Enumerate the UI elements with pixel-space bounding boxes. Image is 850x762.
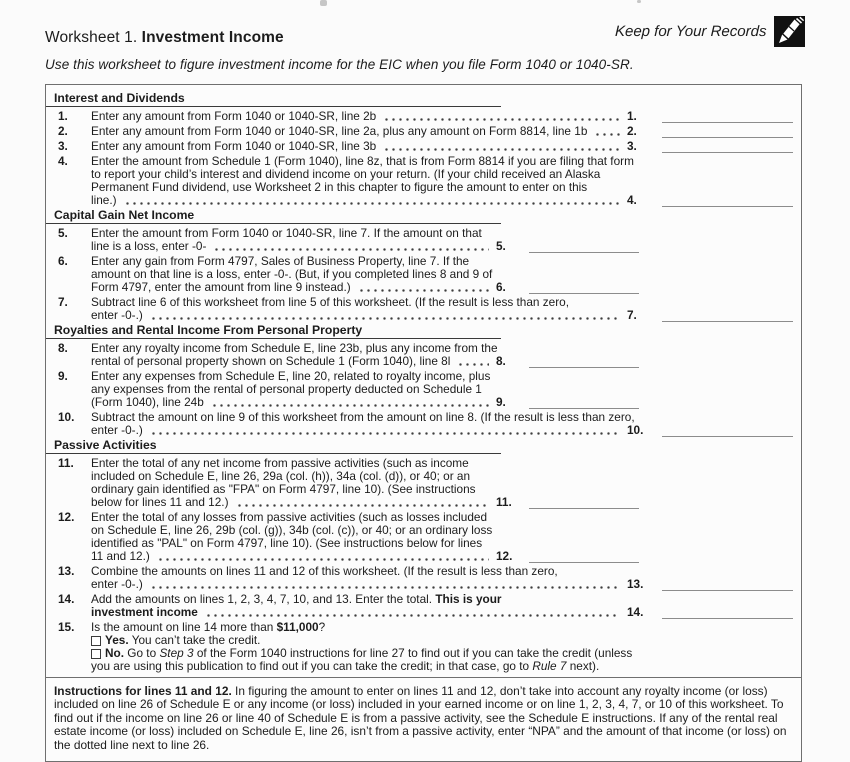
text-line — [54, 355, 793, 368]
line-number: 7. — [58, 295, 68, 309]
line-text: Enter any amount from Form 1040 or 1040-SR, line 2a, plus any amount on Form 8814, line 1b — [91, 124, 588, 138]
worksheet-item-15 — [54, 621, 793, 673]
line-text: amount on that line is a loss, enter -0-. (But, if you completed lines 8 and 9 of — [91, 267, 493, 281]
worksheet-item-3 — [54, 140, 793, 153]
line-number: 9. — [58, 369, 68, 383]
line-2-entry[interactable] — [662, 126, 793, 138]
dot-leader — [358, 289, 489, 292]
line-9-entry[interactable] — [529, 397, 639, 409]
text-line — [54, 140, 793, 153]
line-text: rental of personal property shown on Schedule 1 (Form 1040), line 8l — [91, 354, 451, 368]
line-text: investment income — [91, 605, 198, 619]
worksheet-item-14 — [54, 593, 793, 619]
dot-leader — [211, 404, 489, 407]
line-15-no-checkbox[interactable] — [91, 649, 101, 659]
line-text: Enter any gain from Form 4797, Sales of Business Property, line 7. If the — [91, 254, 470, 268]
text-line — [54, 411, 793, 424]
entry-number: 14. — [627, 605, 644, 619]
line-text: Enter any amount from Form 1040 or 1040-SR, line 2b — [91, 109, 377, 123]
entry-number: 5. — [496, 239, 506, 253]
dot-leader — [150, 432, 620, 435]
text-line — [54, 496, 793, 509]
dot-leader — [124, 202, 620, 205]
line-13-entry[interactable] — [662, 579, 793, 591]
line-number: 4. — [58, 154, 68, 168]
worksheet-item-12 — [54, 511, 793, 563]
section-rule — [46, 106, 501, 107]
line-7-entry[interactable] — [662, 310, 793, 322]
worksheet-item-1 — [54, 110, 793, 123]
dot-leader — [205, 614, 620, 617]
entry-number: 6. — [496, 280, 506, 294]
line-6-entry[interactable] — [529, 282, 639, 294]
instructions-paragraph: Instructions for lines 11 and 12. In figuring the amount to enter on lines 11 and 12, don’t take into account any royalty income (or loss) included on line 26 of Schedule E or any income (or loss) included in your earned income or on line 1, 2, 3, 4, 7, or 10 of this worksheet. To find out if the income on line 26 or line 40 of Schedule E is from a passive activity, see the Schedule E instructions. If any of the rental real estate income (or loss) included on Schedule E, line 26, isn’t from a passive activity, enter “NPA” and the amount of that income (or loss) on the dotted line next to line 26. — [46, 677, 801, 761]
line-5-entry[interactable] — [529, 241, 639, 253]
section-header — [54, 92, 793, 107]
line-text: line.) — [91, 193, 117, 207]
text-line — [54, 110, 793, 123]
entry-number: 7. — [627, 308, 637, 322]
line-text: any expenses from the rental of personal property deducted on Schedule 1 — [91, 382, 482, 396]
worksheet-item-6 — [54, 255, 793, 294]
worksheet-item-13 — [54, 565, 793, 591]
entry-number: 4. — [627, 193, 637, 207]
line-3-entry[interactable] — [662, 141, 793, 153]
section-title: Interest and Dividends — [54, 91, 185, 105]
section-title: Capital Gain Net Income — [54, 208, 195, 222]
page-title — [45, 29, 284, 47]
worksheet-item-10 — [54, 411, 793, 437]
line-text: Enter any expenses from Schedule E, line 20, related to royalty income, plus — [91, 369, 491, 383]
line-text: Is the amount on line 14 more than $11,000? — [91, 620, 326, 634]
line-number: 12. — [58, 510, 75, 524]
section-header — [54, 209, 793, 224]
line-text: Enter the amount from Schedule 1 (Form 1040), line 8z, that is from Form 8814 if you are filing that form — [91, 154, 634, 168]
line-text: (Form 1040), line 24b — [91, 395, 204, 409]
pencil-icon — [774, 16, 805, 47]
line-text: Add the amounts on lines 1, 2, 3, 4, 7, 10, and 13. Enter the total. This is your — [91, 592, 502, 606]
text-line — [54, 240, 793, 253]
line-text: you are using this publication to find out if you can take the credit; in that case, go to Rule 7 next). — [91, 659, 600, 673]
worksheet-intro: Use this worksheet to figure investment income for the EIC when you file Form 1040 or 1040-SR. — [45, 57, 634, 72]
line-number: 13. — [58, 564, 75, 578]
line-number: 2. — [58, 124, 68, 138]
dot-leader — [157, 558, 489, 561]
worksheet-number-label: Worksheet 1. — [45, 29, 138, 46]
line-number: 14. — [58, 592, 75, 606]
worksheet-title: Investment Income — [141, 29, 284, 46]
line-text: Enter the amount from Form 1040 or 1040-SR, line 7. If the amount on that — [91, 226, 482, 240]
entry-number: 2. — [627, 124, 637, 138]
line-text: Combine the amounts on lines 11 and 12 of this worksheet. (If the result is less than zero, — [91, 564, 558, 578]
line-number: 3. — [58, 139, 68, 153]
line-11-entry[interactable] — [529, 497, 639, 509]
line-text: on Schedule E, line 26, 29b (col. (g)), 34b (col. (c)), or 40; or an ordinary loss — [91, 523, 493, 537]
line-text: Enter any amount from Form 1040 or 1040-SR, line 3b — [91, 139, 377, 153]
text-line — [54, 537, 793, 550]
cropped-text-remnant — [0, 0, 850, 8]
line-text: Enter any royalty income from Schedule E, line 23b, plus any income from the — [91, 341, 498, 355]
worksheet-item-11 — [54, 457, 793, 509]
entry-number: 11. — [496, 495, 512, 509]
entry-number: 8. — [496, 354, 506, 368]
line-text: Subtract the amount on line 9 of this worksheet from the amount on line 8. (If the result is less than zero, — [91, 410, 635, 424]
line-text: below for lines 11 and 12.) — [91, 495, 229, 509]
line-text: Subtract line 6 of this worksheet from line 5 of this worksheet. (If the result is less than zero, — [91, 295, 569, 309]
text-line — [54, 565, 793, 578]
line-1-entry[interactable] — [662, 111, 793, 123]
line-text: ordinary gain identified as "FPA" on Form 4797, line 10). (See instructions — [91, 482, 476, 496]
section-header — [54, 324, 793, 339]
entry-number: 10. — [627, 423, 644, 437]
line-15-yes-checkbox[interactable] — [91, 636, 101, 646]
line-text: line is a loss, enter -0- — [91, 239, 207, 253]
line-text: Permanent Fund dividend, use Worksheet 2 in this chapter to figure the amount to enter on this — [91, 180, 588, 194]
line-text: Enter the total of any net income from passive activities (such as income — [91, 456, 469, 470]
line-text: enter -0-.) — [91, 577, 143, 591]
dot-leader — [213, 248, 489, 251]
line-text: 11 and 12.) — [91, 549, 150, 563]
line-4-entry[interactable] — [662, 195, 793, 207]
text-line — [54, 296, 793, 309]
worksheet-item-7 — [54, 296, 793, 322]
section-rule — [46, 338, 501, 339]
worksheet-item-8 — [54, 342, 793, 368]
keep-for-records-label: Keep for Your Records — [614, 23, 767, 40]
section-title: Royalties and Rental Income From Personal Property — [54, 323, 363, 337]
worksheet-rows — [46, 85, 801, 677]
entry-number: 9. — [496, 395, 506, 409]
entry-number: 3. — [627, 139, 637, 153]
line-text: identified as "PAL" on Form 4797, line 10). (See instructions below for lines — [91, 536, 483, 550]
entry-number: 12. — [496, 549, 513, 563]
line-number: 6. — [58, 254, 68, 268]
text-line — [54, 578, 793, 591]
dot-leader — [150, 317, 620, 320]
section-title: Passive Activities — [54, 438, 157, 452]
line-text: to report your child’s interest and dividend income on your return. (If your child received an Alaska — [91, 167, 601, 181]
line-number: 15. — [58, 620, 75, 634]
line-8-entry[interactable] — [529, 356, 639, 368]
text-line — [54, 424, 793, 437]
line-10-entry[interactable] — [662, 425, 793, 437]
line-text: enter -0-.) — [91, 308, 143, 322]
line-12-entry[interactable] — [529, 551, 639, 563]
line-number: 1. — [58, 109, 68, 123]
line-text: Yes. You can’t take the credit. — [105, 633, 261, 647]
worksheet-item-4 — [54, 155, 793, 207]
line-text: included on Schedule E, line 26, 29a (col. (h)), 34a (col. (d)), or 40; or an — [91, 469, 471, 483]
dot-leader — [236, 504, 490, 507]
worksheet-header — [45, 16, 805, 47]
line-number: 5. — [58, 226, 68, 240]
worksheet-box — [45, 84, 802, 762]
line-14-entry[interactable] — [662, 607, 793, 619]
line-text: enter -0-.) — [91, 423, 143, 437]
entry-number: 1. — [627, 109, 637, 123]
line-text: No. Go to Step 3 of the Form 1040 instructions for line 27 to find out if you can take the credit (unless — [105, 646, 633, 660]
text-line — [54, 396, 793, 409]
worksheet-item-5 — [54, 227, 793, 253]
text-line — [54, 125, 793, 138]
text-line — [54, 281, 793, 294]
text-line — [54, 606, 793, 619]
entry-number: 13. — [627, 577, 644, 591]
worksheet-item-9 — [54, 370, 793, 409]
line-number: 11. — [58, 456, 74, 470]
text-line — [54, 309, 793, 322]
dot-leader — [150, 586, 620, 589]
text-line — [54, 550, 793, 563]
section-rule — [46, 223, 501, 224]
line-number: 10. — [58, 410, 75, 424]
line-text: Form 4797, enter the amount from line 9 instead.) — [91, 280, 351, 294]
line-text: Enter the total of any losses from passive activities (such as losses included — [91, 510, 488, 524]
dot-leader — [594, 133, 620, 136]
dot-leader — [383, 148, 620, 151]
text-line — [54, 181, 793, 194]
dot-leader — [383, 118, 620, 121]
dot-leader — [457, 363, 489, 366]
text-line — [54, 194, 793, 207]
text-line — [54, 660, 793, 673]
section-header — [54, 439, 793, 454]
worksheet-item-2 — [54, 125, 793, 138]
section-rule — [46, 453, 501, 454]
line-number: 8. — [58, 341, 68, 355]
